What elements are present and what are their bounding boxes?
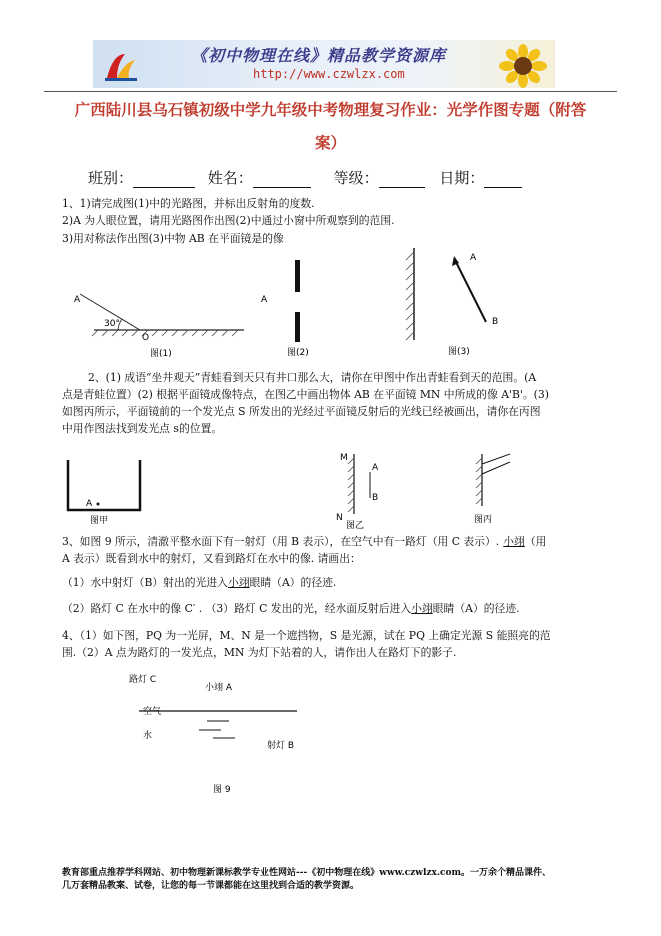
date-blank[interactable] xyxy=(484,171,522,188)
fig1-label-a: A xyxy=(74,295,81,305)
footer-line2: 几万套精品教案、试卷，让您的每一节课都能在这里找到合适的教学资源。 xyxy=(62,881,360,891)
mirror-hatching xyxy=(92,330,238,336)
q3-line1-c: （用 xyxy=(524,535,547,548)
figure-jia xyxy=(62,454,146,526)
date-label: 日期： xyxy=(439,169,485,187)
figure-bing xyxy=(470,450,542,530)
reflected-ray-2 xyxy=(482,462,510,474)
frog-point xyxy=(97,503,100,506)
mirror-hatching xyxy=(476,458,482,504)
mirror-hatching xyxy=(406,252,414,340)
q3-line3-c: 眼睛（A）的径迹. xyxy=(249,576,337,589)
q4-line1: 4、（1）如下图，PQ 为一光屏，M、N 是一个遮挡物，S 是光源，试在 PQ 上确定光源 S 能照亮的范 xyxy=(62,629,551,642)
window-wall-top xyxy=(295,260,300,292)
name-label: 姓名： xyxy=(207,169,253,187)
fig-yi-caption: 图乙 xyxy=(346,521,365,530)
fig3-label-b: B xyxy=(492,317,499,327)
fig-bing-caption: 图丙 xyxy=(474,515,493,525)
q3-line1-a: 3、如图 9 所示，清澈平整水面下有一射灯（用 B 表示），在空气中有一路灯（用 C 表示）. xyxy=(62,535,500,548)
q3-line4-c: 眼睛（A）的径迹. xyxy=(432,602,520,615)
fig3-caption: 图(3) xyxy=(448,347,470,357)
fig1-caption: 图(1) xyxy=(150,349,172,359)
banner-title: 《初中物理在线》精品教学资源库 xyxy=(191,46,447,65)
class-label: 班别： xyxy=(88,169,134,187)
fig9-lamp-c: 路灯 C xyxy=(129,675,157,685)
q3-line3-b: 小翊 xyxy=(227,576,250,589)
grade-blank[interactable] xyxy=(379,171,425,188)
q3-line4 xyxy=(62,601,520,616)
figure-1 xyxy=(68,280,248,360)
q1-line2: 2)A 为人眼位置，请用光路图作出图(2)中通过小窗中所观察到的范围. xyxy=(62,214,395,227)
fig-jia-label-a: A xyxy=(86,499,93,509)
doc-title-line2: 案） xyxy=(314,134,346,152)
q3-line1 xyxy=(62,534,546,549)
q3-line4-a: （2）路灯 C 在水中的像 C′ . （3）路灯 C 发出的光，经水面反射后进入 xyxy=(62,602,412,615)
q1-line3: 3)用对称法作出图(3)中物 AB 在平面镜是的像 xyxy=(62,232,284,245)
doc-title-line1: 广西陆川县乌石镇初级中学九年级中考物理复习作业：光学作图专题（附答 xyxy=(74,101,587,119)
footer-line1: 教育部重点推荐学科网站、初中物理新课标教学专业性网站---《初中物理在线》www.czwlzx.com。一万余个精品课件、 xyxy=(62,868,552,878)
name-blank[interactable] xyxy=(253,171,311,188)
reflected-ray-1 xyxy=(482,454,510,464)
fig9-air-label: 空气 xyxy=(143,707,162,717)
class-blank[interactable] xyxy=(133,171,195,188)
window-wall-bottom xyxy=(295,312,300,342)
figure-2 xyxy=(255,258,325,362)
q4-line2: 围.（2）A 点为路灯的一发光点，MN 为灯下站着的人，请作出人在路灯下的影子. xyxy=(62,646,457,659)
site-logo-icon xyxy=(103,48,139,84)
q2-line4: 中用作图法找到发光点 s的位置。 xyxy=(62,422,223,435)
well xyxy=(68,460,140,510)
mirror-hatching xyxy=(348,458,354,512)
q3-line1-b: 小翊 xyxy=(503,535,525,548)
q1-line1: 1、1)请完成图(1)中的光路图，并标出反射角的度数. xyxy=(62,197,315,210)
fig9-caption: 图 9 xyxy=(213,785,231,795)
header-divider xyxy=(44,91,617,92)
q3-line4-b: 小翊 xyxy=(411,602,433,615)
figure-3 xyxy=(398,244,518,360)
q3-line2: A 表示）既看到水中的射灯，又看到路灯在水中的像. 请画出： xyxy=(62,552,361,565)
fig9-lamp-b: 射灯 B xyxy=(267,741,295,751)
fig-yi-label-a: A xyxy=(372,463,379,473)
fig2-label-a: A xyxy=(261,295,268,305)
fig3-label-a: A xyxy=(470,253,477,263)
figure-9 xyxy=(125,666,315,802)
fig9-water-label: 水 xyxy=(143,731,153,741)
fig-jia-caption: 图甲 xyxy=(90,516,109,526)
q3-line3 xyxy=(62,575,336,590)
object-ab xyxy=(456,262,486,322)
student-info-row xyxy=(88,167,522,188)
fig-yi-label-m: M xyxy=(340,453,348,463)
grade-label: 等级： xyxy=(333,169,379,187)
fig9-person-a: 小翊 A xyxy=(205,683,233,693)
fig-yi-label-n: N xyxy=(336,513,343,523)
q2-line2: 点是青蛙位置）(2) 根据平面镜成像特点，在图乙中画出物体 AB 在平面镜 MN 中所成的像 A'B'。(3) xyxy=(62,388,549,401)
fig2-caption: 图(2) xyxy=(287,348,309,358)
fig-yi-label-b: B xyxy=(372,493,379,503)
sunflower-icon xyxy=(495,44,551,88)
q3-line3-a: （1）水中射灯（B）射出的光进入 xyxy=(62,576,228,589)
fig1-angle: 30° xyxy=(104,319,120,329)
q2-line1: 2、(1) 成语“坐井观天”青蛙看到天只有井口那么大，请你在甲图中作出青蛙看到天的范围。(A xyxy=(88,371,537,384)
figure-yi xyxy=(330,452,390,530)
q2-line3: 如图丙所示，平面镜前的一个发光点 S 所发出的光经过平面镜反射后的光线已经被画出，请你在丙图 xyxy=(62,405,541,418)
fig1-label-o: O xyxy=(142,333,150,343)
header-banner xyxy=(93,40,555,88)
banner-url[interactable]: http://www.czwlzx.com xyxy=(253,67,405,81)
